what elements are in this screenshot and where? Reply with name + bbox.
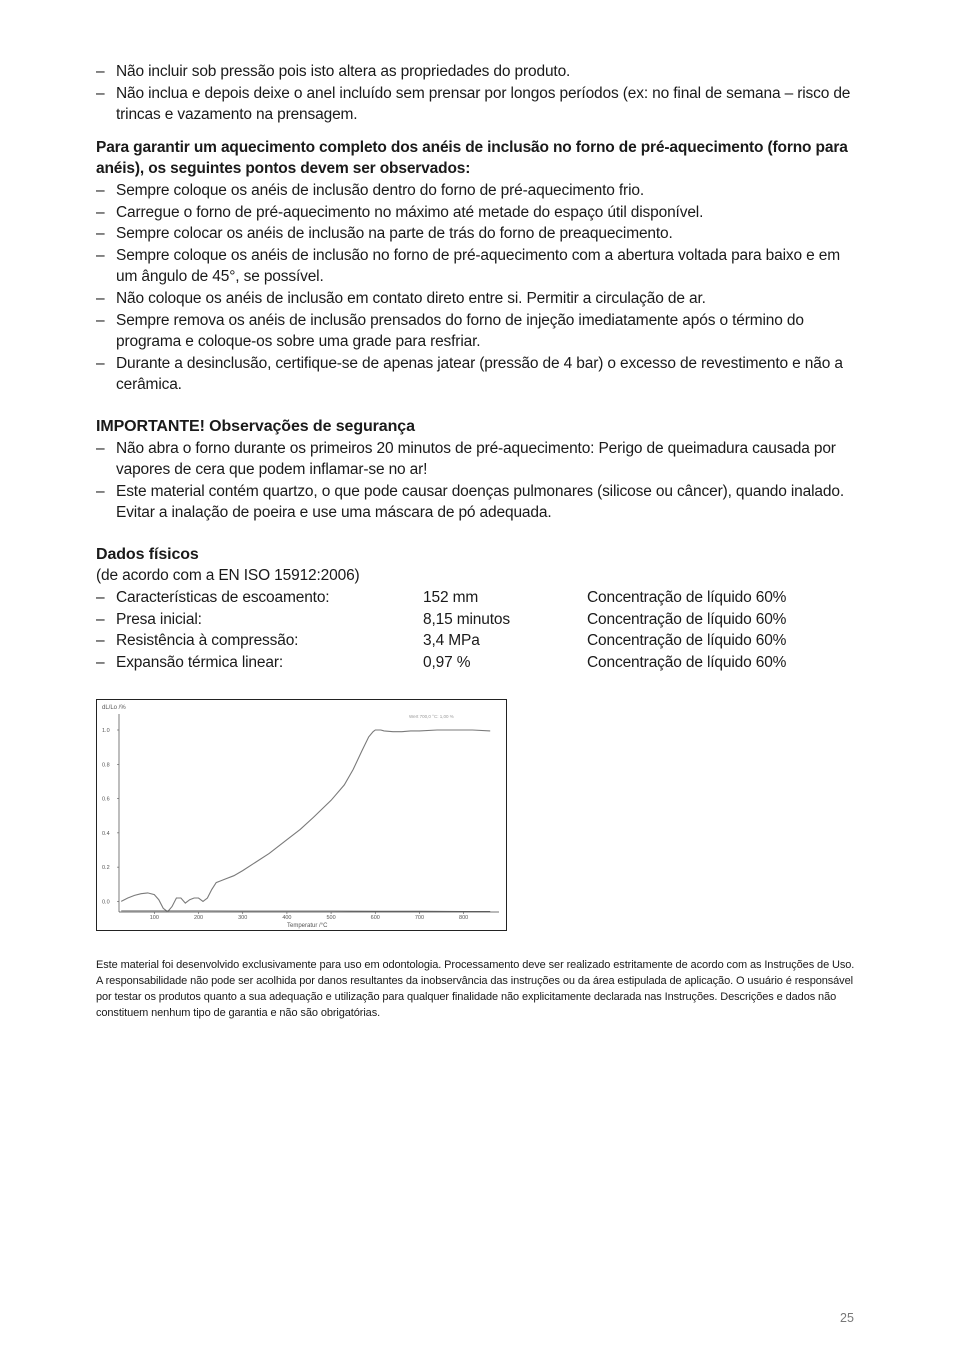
property-name: Resistência à compressão: <box>116 632 299 650</box>
processing-notes-list <box>96 61 858 126</box>
chart-annotation: Wert 700,0 °C: 1,00 % <box>409 714 454 719</box>
property-note: Concentração de líquido 60% <box>587 610 787 628</box>
list-item: – Não inclua e depois deixe o anel incluído sem prensar por longos períodos (ex: no final de semana – risco de trincas e vazamento na prensagem. <box>96 84 851 124</box>
page-content <box>96 61 858 673</box>
property-value: 3,4 MPa <box>423 632 480 650</box>
x-tick-label: 600 <box>370 915 380 921</box>
list-item-text: Não incluir sob pressão pois isto altera as propriedades do produto. <box>116 63 571 80</box>
table-row: – Expansão térmica linear: 0,97 % Concentração de líquido 60% <box>96 652 858 674</box>
x-tick-label: 300 <box>238 915 248 921</box>
list-item: – Não incluir sob pressão pois isto altera as propriedades do produto. <box>96 63 571 80</box>
physical-data-standard: (de acordo com a EN ISO 15912:2006) <box>96 567 360 585</box>
property-note: Concentração de líquido 60% <box>587 653 787 671</box>
thermal-expansion-chart <box>96 699 507 931</box>
property-note: Concentração de líquido 60% <box>587 589 787 607</box>
list-item-text: Sempre coloque os anéis de inclusão dentro do forno de pré-aquecimento frio. <box>116 181 644 199</box>
x-tick-label: 400 <box>282 915 292 921</box>
property-name: Características de escoamento: <box>116 589 330 607</box>
table-row: – Presa inicial: 8,15 minutos Concentração de líquido 60% <box>96 609 858 631</box>
list-item-text: Sempre coloque os anéis de inclusão no forno de pré-aquecimento com a abertura voltada para baixo e em um ângulo de 45°, se possível. <box>116 246 840 286</box>
y-tick-label: 0.6 <box>102 796 110 803</box>
preheating-list <box>96 180 858 396</box>
property-name: Presa inicial: <box>116 610 202 628</box>
property-value: 0,97 % <box>423 653 471 671</box>
list-item-text: Este material contém quartzo, o que pode causar doenças pulmonares (silicose ou câncer), quando inalado. Evitar a inalação de poeira e use uma máscara de pó adequada. <box>116 482 844 522</box>
list-item-text: Não abra o forno durante os primeiros 20 minutos de pré-aquecimento: Perigo de queimadura causada por vapores de cera que podem inflamar-se no ar! <box>116 439 836 479</box>
list-item-text: Carregue o forno de pré-aquecimento no máximo até metade do espaço útil disponível. <box>116 203 704 221</box>
x-axis-label: Temperatur /°C <box>287 923 328 929</box>
series-line <box>121 730 490 912</box>
y-tick-label: 0.8 <box>102 762 110 769</box>
property-value: 8,15 minutos <box>423 610 510 628</box>
list-item-text: Não inclua e depois deixe o anel incluído sem prensar por longos períodos (ex: no final de semana – risco de trincas e vazamento na prensagem. <box>116 84 851 124</box>
list-item: – Durante a desinclusão, certifique-se de apenas jatear (pressão de 4 bar) o excesso de revestimento e não a cerâmica. <box>96 354 843 394</box>
series-line <box>121 911 490 912</box>
chart-canvas <box>97 700 506 930</box>
disclaimer-text: Este material foi desenvolvido exclusivamente para uso em odontologia. Processamento deve ser realizado estritamente de acordo com as Instruções de Uso. A responsabilidade não pode ser acolhida por danos resultantes da inobservância das instruções ou da área estipulada de aplicação. O usuário é responsável por testar os produtos quanto a sua adequação e utilização para qualquer finalidade não explicitamente declarada nas Instruções. Descrições e dados não constituem nenhum tipo de garantia e não são obrigatórias. <box>96 959 855 1019</box>
physical-data-heading: Dados físicos <box>96 545 199 563</box>
list-item: – Não abra o forno durante os primeiros 20 minutos de pré-aquecimento: Perigo de queimadura causada por vapores de cera que podem inflamar-se no ar! <box>96 439 836 479</box>
y-axis-label: dL/Lo /% <box>102 705 126 711</box>
property-name: Expansão térmica linear: <box>116 653 283 671</box>
preheating-intro: Para garantir um aquecimento completo dos anéis de inclusão no forno de pré-aquecimento (forno para anéis), os seguintes pontos devem ser observados: <box>96 138 848 178</box>
x-tick-label: 700 <box>414 915 425 921</box>
list-item: – Este material contém quartzo, o que pode causar doenças pulmonares (silicose ou câncer), quando inalado. Evitar a inalação de poeira e use uma máscara de pó adequada. <box>96 482 844 522</box>
list-item: – Sempre coloque os anéis de inclusão no forno de pré-aquecimento com a abertura voltada para baixo e em um ângulo de 45°, se possível. <box>96 246 840 286</box>
physical-data-table <box>96 587 858 673</box>
y-tick-label: 0.2 <box>102 865 110 872</box>
list-item-text: Durante a desinclusão, certifique-se de apenas jatear (pressão de 4 bar) o excesso de revestimento e não a cerâmica. <box>116 354 843 394</box>
y-tick-label: 1.0 <box>102 728 110 734</box>
list-item: – Sempre remova os anéis de inclusão prensados do forno de injeção imediatamente após o término do programa e coloque-os sobre uma grade para resfriar. <box>96 311 804 351</box>
list-item: – Carregue o forno de pré-aquecimento no máximo até metade do espaço útil disponível. <box>96 203 704 221</box>
list-item-text: Sempre remova os anéis de inclusão prensados do forno de injeção imediatamente após o término do programa e coloque-os sobre uma grade para resfriar. <box>116 311 804 351</box>
page-number: 25 <box>840 1311 854 1325</box>
list-item: – Não coloque os anéis de inclusão em contato direto entre si. Permitir a circulação de ar. <box>96 289 706 307</box>
safety-heading: IMPORTANTE! Observações de segurança <box>96 417 415 435</box>
x-tick-label: 100 <box>149 915 159 921</box>
property-value: 152 mm <box>423 589 479 607</box>
x-tick-label: 500 <box>326 915 336 921</box>
x-tick-label: 800 <box>459 915 469 921</box>
list-item: – Sempre coloque os anéis de inclusão dentro do forno de pré-aquecimento frio. <box>96 181 644 199</box>
y-tick-label: 0.0 <box>102 899 110 906</box>
list-item-text: Não coloque os anéis de inclusão em contato direto entre si. Permitir a circulação de ar. <box>116 289 706 307</box>
property-note: Concentração de líquido 60% <box>587 632 787 650</box>
table-row: – Resistência à compressão: 3,4 MPa Concentração de líquido 60% <box>96 630 858 652</box>
x-tick-label: 200 <box>193 915 204 921</box>
table-row: – Características de escoamento: 152 mm Concentração de líquido 60% <box>96 587 858 609</box>
list-item-text: Sempre colocar os anéis de inclusão na parte de trás do forno de preaquecimento. <box>116 225 673 243</box>
y-tick-label: 0.4 <box>102 830 110 837</box>
list-item: – Sempre colocar os anéis de inclusão na parte de trás do forno de preaquecimento. <box>96 225 673 243</box>
safety-list <box>96 438 858 524</box>
